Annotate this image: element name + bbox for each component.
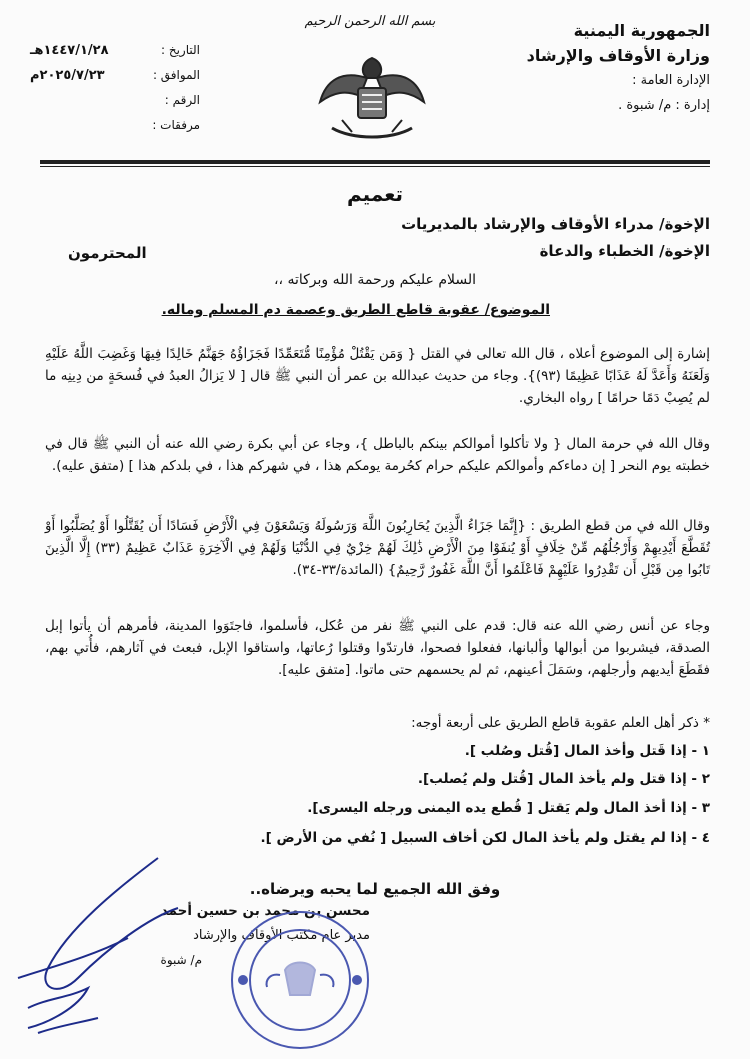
equiv-label: الموافق : (152, 68, 200, 82)
honorific: المحترمون (68, 244, 147, 262)
attach-row (30, 113, 200, 138)
signatory-title: مدير عام مكتب الأوقاف والإرشاد (193, 928, 370, 943)
addressee-line-2: الإخوة/ الخطباء والدعاة (539, 242, 710, 260)
paragraph-5: * ذكر أهل العلم عقوبة قاطع الطريق على أربعة أوجه: (411, 715, 710, 731)
header-divider (40, 160, 710, 164)
closing-line: وفق الله الجميع لما يحبه ويرضاه.. (249, 880, 501, 898)
list-item: ١ - إذا قَتل وأخذ المال [قُتل وصُلب ]. (464, 743, 710, 759)
yemen-eagle-emblem (312, 40, 432, 150)
paragraph-2: وقال الله في حرمة المال { ولا تأكلوا أموالكم بينكم بالباطل }، وجاء عن أبي بكرة رضي الله عنه أن النبي ﷺ قال في خطبته يوم النحر [ إن دماءكم وأموالكم عليكم حرام كحُرمة يومكم هذا ، في شهركم هذا ، في بلدكم هذا ] (متفق عليه). (45, 436, 710, 474)
subject-line: الموضوع/ عقوبة قاطع الطريق وعصمة دم المسلم وماله. (161, 302, 550, 318)
paragraph-4: وجاء عن أنس رضي الله عنه قال: قدم على النبي ﷺ نفر من عُكل، فأسلموا، فاجتَوَوا المدينة، فأمرهم أن يأتوا إبل الصدقة، فيشربوا من أبوالها وألبانها، ففعلوا فصحوا، فارتدّوا وقتلوا رُعاتها، واستاقوا الإبل، فبعث في آثارهم، فأُتي بهم، فقَطَعَ أيديهم وأرجلهم، وسَمَلَ أعينهم، ثم لم يحسمهم حتى ماتوا. [متفق عليه]. (45, 618, 710, 678)
document-title: تعميم (346, 182, 404, 206)
department-label: إدارة : م/ شبوة . (618, 98, 710, 113)
date-row (30, 38, 200, 63)
handwritten-signature (8, 848, 198, 1048)
ref-row (30, 88, 200, 113)
list-item: ٤ - إذا لم يقتل ولم يأخذ المال لكن أخاف السبيل [ نُفي من الأرض ]. (260, 830, 710, 846)
official-stamp (225, 905, 375, 1055)
ministry-name: وزارة الأوقاف والإرشاد (526, 46, 710, 65)
list-item: ٢ - إذا قتل ولم يأخذ المال [قُتل ولم يُصلب]. (417, 771, 710, 787)
paragraph-1: إشارة إلى الموضوع أعلاه ، قال الله تعالى في القتل { وَمَن يَقْتُلْ مُؤْمِنًا مُّتَعَمِّدًا فَجَزَاؤُهُ جَهَنَّمُ خَالِدًا فِيهَا وَغَضِبَ اللَّهُ عَلَيْهِ وَلَعَنَهُ وَأَعَدَّ لَهُ عَذَابًا عَظِيمًا (٩٣)}. وجاء من حديث عبدالله بن عمر أن النبي ﷺ قال [ لا يَزالُ العبدُ في فُسحَةٍ من دِينِه ما لم يُصِبْ دَمًا حرامًا ] رواه البخاري. (45, 346, 710, 406)
date-value: ١٤٤٧/١/٢٨هـ (30, 43, 109, 58)
header-divider-thin (40, 166, 710, 167)
equiv-value: ٢٠٢٥/٧/٢٣م (30, 68, 105, 83)
signatory-name: محسن بن محمد بن حسين أحمد (160, 903, 370, 919)
equiv-row (30, 63, 200, 88)
paragraph-3: وقال الله في من قطع الطريق : {إِنَّمَا جَزَاءُ الَّذِينَ يُحَارِبُونَ اللَّهَ وَرَسُولَهُ وَيَسْعَوْنَ فِي الْأَرْضِ فَسَادًا أَن يُقَتَّلُوا أَوْ يُصَلَّبُوا أَوْ تُقَطَّعَ أَيْدِيهِمْ وَأَرْجُلُهُم مِّنْ خِلَافٍ أَوْ يُنفَوْا مِنَ الْأَرْضِ ذَٰلِكَ لَهُمْ خِزْيٌ فِي الدُّنْيَا وَلَهُمْ فِي الْآخِرَةِ عَذَابٌ عَظِيمٌ (٣٣) إِلَّا الَّذِينَ تَابُوا مِن قَبْلِ أَن تَقْدِرُوا عَلَيْهِمْ فَاعْلَمُوا أَنَّ اللَّهَ غَفُورٌ رَّحِيمٌ} (المائدة/٣٣-٣٤). (45, 518, 710, 578)
attach-label: مرفقات : (152, 118, 200, 132)
date-label: التاريخ : (160, 43, 200, 57)
letter-meta (30, 38, 200, 138)
addressee-line-1: الإخوة/ مدراء الأوقاف والإرشاد بالمديريات (401, 215, 710, 233)
greeting: السلام عليكم ورحمة الله وبركاته ،، (273, 272, 476, 288)
ref-label: الرقم : (164, 93, 200, 107)
republic-name: الجمهورية اليمنية (573, 21, 710, 40)
general-admin-label: الإدارة العامة : (632, 73, 710, 88)
signatory-place: م/ شبوة (160, 953, 202, 967)
basmala: بسم الله الرحمن الرحيم (304, 14, 436, 29)
letterhead-right (480, 18, 710, 118)
list-item: ٣ - إذا أخذ المال ولم يَقتل [ قُطع يده اليمنى ورجله اليسرى]. (307, 800, 710, 816)
